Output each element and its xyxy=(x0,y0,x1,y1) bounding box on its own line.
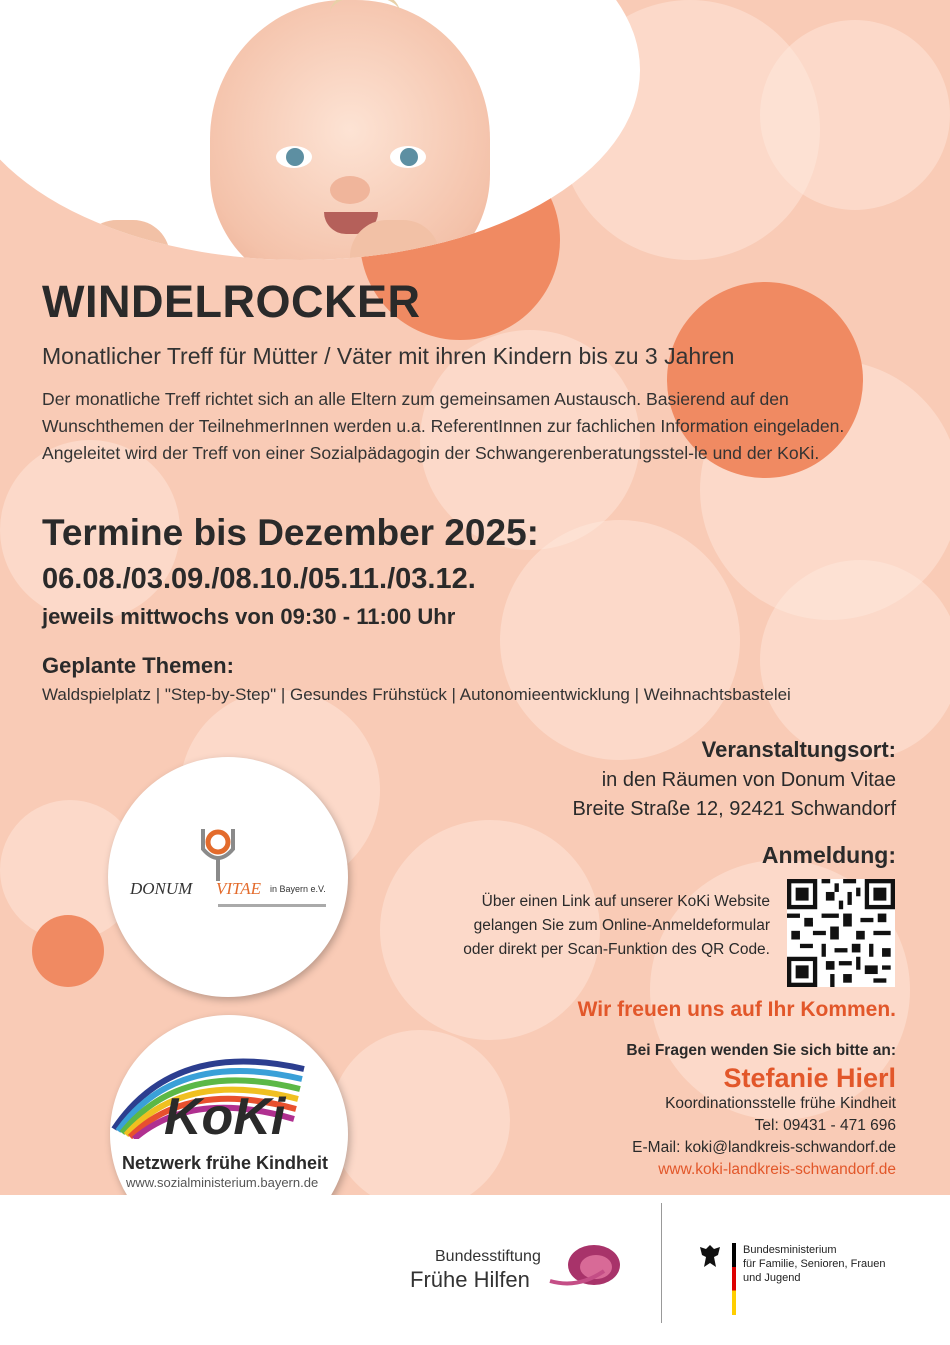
bmfsfj-logo-text: Bundesministerium für Familie, Senioren, Frauen und Jugend xyxy=(743,1244,886,1284)
welcome-message: Wir freuen uns auf Ihr Kommen. xyxy=(577,998,896,1021)
qr-code[interactable] xyxy=(787,879,895,987)
page-title: WINDELROCKER xyxy=(42,276,421,327)
venue-address: Breite Straße 12, 92421 Schwandorf xyxy=(572,798,896,820)
baby-face xyxy=(210,0,490,260)
registration-heading: Anmeldung: xyxy=(761,842,896,868)
venue-heading: Veranstaltungsort: xyxy=(701,737,896,762)
federal-eagle-icon xyxy=(698,1243,722,1271)
bfh-logo-line1: Bundesstiftung xyxy=(435,1248,541,1265)
contact-phone: Tel: 09431 - 471 696 xyxy=(754,1117,896,1134)
contact-email[interactable]: E-Mail: koki@landkreis-schwandorf.de xyxy=(632,1139,896,1156)
decor-circle-small xyxy=(32,915,104,987)
topics-heading: Geplante Themen: xyxy=(42,653,234,678)
german-flag-bar xyxy=(732,1243,736,1315)
topics-list: Waldspielplatz | "Step-by-Step" | Gesundes Frühstück | Autonomieentwicklung | Weihnachtsbastelei xyxy=(42,685,791,704)
dates-list: 06.08./03.09./08.10./05.11./03.12. xyxy=(42,563,476,595)
contact-intro: Bei Fragen wenden Sie sich bitte an: xyxy=(626,1042,896,1059)
footer xyxy=(0,1195,950,1345)
time-info: jeweils mittwochs von 09:30 - 11:00 Uhr xyxy=(42,604,456,629)
registration-text: Über einen Link auf unserer KoKi Website gelangen Sie zum Online-Anmeldeformular oder direkt per Scan-Funktion des QR Code. xyxy=(463,893,770,958)
venue-line1: in den Räumen von Donum Vitae xyxy=(601,769,896,791)
bfh-swirl-icon xyxy=(548,1241,624,1291)
donum-vitae-emblem-icon xyxy=(193,827,243,883)
contact-website-link[interactable]: www.koki-landkreis-schwandorf.de xyxy=(658,1161,896,1178)
description: Der monatliche Treff richtet sich an alle Eltern zum gemeinsamen Austausch. Basierend auf den Wunschthemen der TeilnehmerInnen werden u.a. ReferentInnen zur fachlichen Information eingeladen. Angeleitet wird der Treff von einer Sozialpädagogin der Schwangerenberatungsstel-le und der KoKi. xyxy=(42,389,845,463)
bfh-logo-line2: Frühe Hilfen xyxy=(410,1267,530,1292)
donum-vitae-logo: DONUM VITAE in Bayern e.V. xyxy=(108,757,348,997)
contact-organization: Koordinationsstelle frühe Kindheit xyxy=(665,1095,896,1112)
dates-heading: Termine bis Dezember 2025: xyxy=(42,512,539,553)
koki-logo: KoKi Netzwerk frühe Kindheit www.sozialministerium.bayern.de xyxy=(110,1015,348,1253)
contact-name: Stefanie Hierl xyxy=(723,1063,896,1093)
subtitle: Monatlicher Treff für Mütter / Väter mit ihren Kindern bis zu 3 Jahren xyxy=(42,343,735,369)
